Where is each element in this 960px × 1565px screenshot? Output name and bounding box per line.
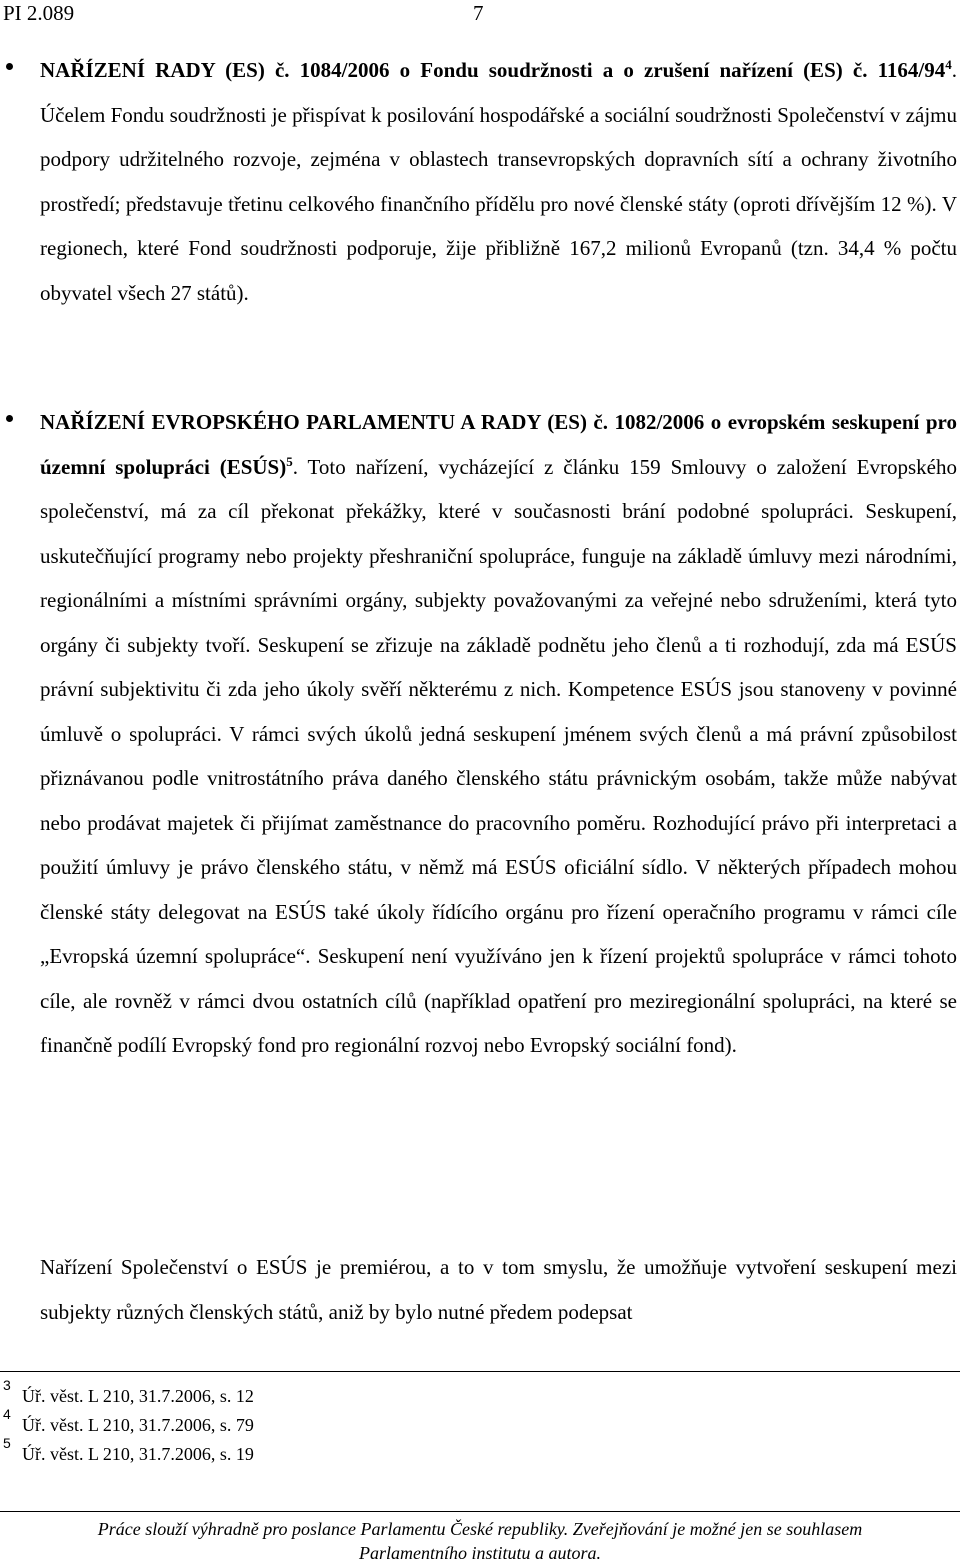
document-id: PI 2.089 xyxy=(3,1,75,25)
regulation-text: . Toto nařízení, vycházející z článku 159 Smlouvy o založení Evropského společenství, má za cíl překonat překážky, které v současnosti brání podobné spolupráci. Seskupení, uskutečňující programy nebo projekty přeshraniční spolupráce, funguje na základě úmluvy mezi národními, regionálními a místními správními orgány, subjekty považovanými za veřejné nebo sdruženími, která tyto orgány či subjekty tvoří. Seskupení se zřizuje na základě podnětu jeho členů a ti rozhodují, zda má ESÚS právní subjektivitu či zda jeho úkoly svěří některému z nich. Kompetence ESÚS jsou stanoveny v povinné úmluvě o spolupráci. V rámci svých úkolů jedná seskupení jménem svých členů a má právní způsobilost přiznávanou podle vnitrostátního práva daného členského státu právnickým osobám, takže může nabývat nebo prodávat majetek či přijímat zaměstnance do pracovního poměru. Rozhodující právo při interpretaci a použití úmluvy je právo členského státu, v němž má ESÚS oficiální sídlo. V některých případech mohou členské státy delegovat na ESÚS také úkoly řídícího orgánu pro řízení operačního programu v rámci cíle „Evropská územní spolupráce“. Seskupení není využíváno jen k řízení projektů spolupráce v rámci tohoto cíle, ale rovněž v rámci dvou ostatních cílů (například opatření pro meziregionální spolupráci, na které se finančně podílí Evropský fond pro regionální rozvoj nebo Evropský sociální fond). xyxy=(40,454,957,1057)
footnote-item xyxy=(0,1406,600,1438)
regulation-title: NAŘÍZENÍ EVROPSKÉHO PARLAMENTU A RADY (ES) č. 1082/2006 o evropském seskupení pro územní spolupráci (ESÚS) xyxy=(40,410,957,479)
page-header xyxy=(0,0,960,30)
footer-line: Práce slouží výhradně pro poslance Parlamentu České republiky. Zveřejňování je možné jen se souhlasem xyxy=(97,1519,863,1539)
footnote-item xyxy=(0,1435,600,1467)
footnote-item xyxy=(0,1377,600,1409)
bullet-icon xyxy=(6,63,13,70)
footnote-text: Úř. věst. L 210, 31.7.2006, s. 12 xyxy=(22,1386,254,1406)
footnote-number: 4 xyxy=(3,1406,11,1422)
page-number: 7 xyxy=(473,1,484,25)
footnote-number: 5 xyxy=(3,1435,11,1451)
footnote-ref: 4 xyxy=(945,57,952,72)
body-paragraph: Nařízení Společenství o ESÚS je premiérou, a to v tom smyslu, že umožňuje vytvoření seskupení mezi subjekty různých členských států, aniž by bylo nutné předem podepsat xyxy=(40,1255,957,1324)
page-footer xyxy=(0,1517,960,1565)
footnote-ref: 5 xyxy=(286,453,293,469)
footnote-number: 3 xyxy=(3,1377,11,1393)
bullet-paragraph xyxy=(40,400,957,1068)
footnote-separator xyxy=(0,1371,960,1372)
regulation-title: NAŘÍZENÍ RADY (ES) č. 1084/2006 o Fondu soudržnosti a o zrušení nařízení (ES) č. 1164/94 xyxy=(40,58,946,82)
footer-line: Parlamentního institutu a autora. xyxy=(358,1543,601,1563)
footnote-text: Úř. věst. L 210, 31.7.2006, s. 19 xyxy=(22,1444,254,1464)
footer-separator xyxy=(0,1511,960,1512)
footnotes xyxy=(0,1377,600,1467)
bullet-paragraph xyxy=(40,48,957,315)
regulation-text: . Účelem Fondu soudržnosti je přispívat k posilování hospodářské a sociální soudržnosti Společenství v zájmu podpory udržitelného rozvoje, zejména v oblastech transevropských dopravních sítí a ochrany životního prostředí; představuje třetinu celkového finančního přídělu pro nové členské státy (oproti dřívějším 12 %). V regionech, které Fond soudržnosti podporuje, žije přibližně 167,2 milionů Evropanů (tzn. 34,4 % počtu obyvatel všech 27 států). xyxy=(40,58,957,305)
footnote-text: Úř. věst. L 210, 31.7.2006, s. 79 xyxy=(22,1415,254,1435)
bullet-icon xyxy=(6,415,13,422)
